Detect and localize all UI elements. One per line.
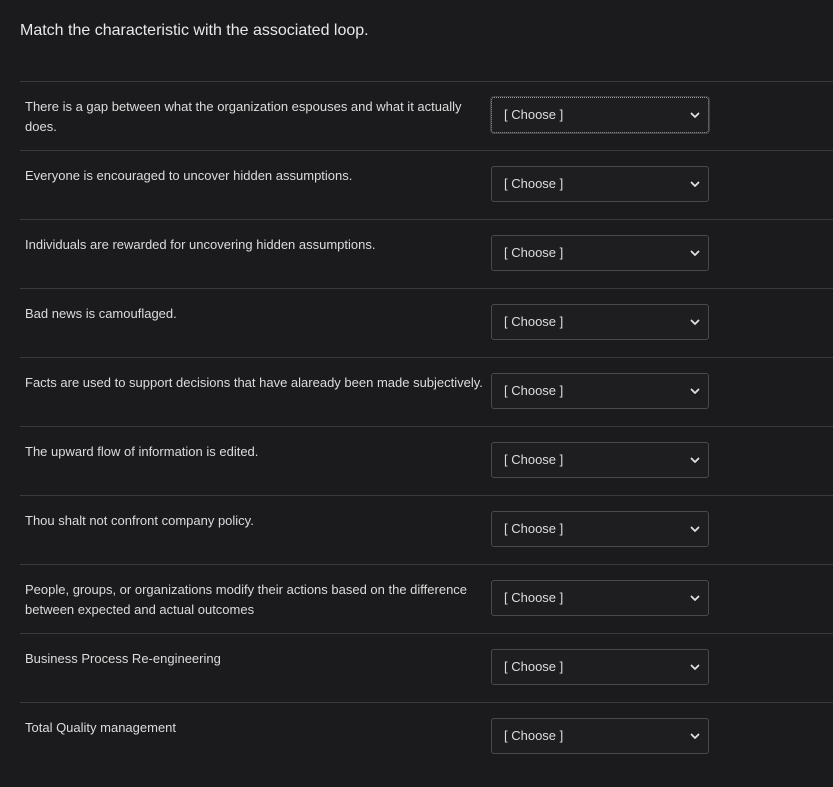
chevron-down-icon <box>688 660 702 674</box>
row-characteristic: Everyone is encouraged to uncover hidden assumptions. <box>25 168 353 183</box>
select-value: [ Choose ] <box>504 452 564 467</box>
chevron-down-icon <box>688 729 702 743</box>
matching-row <box>20 426 833 495</box>
select-value: [ Choose ] <box>504 659 564 674</box>
row-characteristic: The upward flow of information is edited. <box>25 444 259 459</box>
row-characteristic: Individuals are rewarded for uncovering hidden assumptions. <box>25 237 376 252</box>
loop-select[interactable] <box>491 235 709 271</box>
loop-select[interactable] <box>491 718 709 754</box>
matching-row <box>20 219 833 288</box>
select-value: [ Choose ] <box>504 521 564 536</box>
row-characteristic: Total Quality management <box>25 720 177 735</box>
chevron-down-icon <box>688 522 702 536</box>
select-value: [ Choose ] <box>504 176 564 191</box>
select-value: [ Choose ] <box>504 383 564 398</box>
matching-list <box>20 81 833 771</box>
matching-row <box>20 81 833 150</box>
chevron-down-icon <box>688 591 702 605</box>
matching-row <box>20 564 833 633</box>
matching-row <box>20 150 833 219</box>
row-characteristic: People, groups, or organizations modify their actions based on the difference between expected and actual outcomes <box>25 582 468 617</box>
loop-select[interactable] <box>491 442 709 478</box>
select-value: [ Choose ] <box>504 107 564 122</box>
loop-select[interactable] <box>491 373 709 409</box>
select-value: [ Choose ] <box>504 314 564 329</box>
loop-select[interactable] <box>491 649 709 685</box>
matching-row <box>20 633 833 702</box>
question-prompt: Match the characteristic with the associated loop. <box>20 22 369 39</box>
row-characteristic: There is a gap between what the organization espouses and what it actually does. <box>25 99 462 134</box>
chevron-down-icon <box>688 246 702 260</box>
loop-select[interactable] <box>491 304 709 340</box>
chevron-down-icon <box>688 177 702 191</box>
chevron-down-icon <box>688 108 702 122</box>
matching-row <box>20 288 833 357</box>
loop-select[interactable] <box>491 166 709 202</box>
loop-select[interactable] <box>491 511 709 547</box>
loop-select[interactable] <box>491 97 709 133</box>
loop-select[interactable] <box>491 580 709 616</box>
chevron-down-icon <box>688 315 702 329</box>
row-characteristic: Facts are used to support decisions that have alaready been made subjectively. <box>25 375 483 390</box>
select-value: [ Choose ] <box>504 728 564 743</box>
row-characteristic: Thou shalt not confront company policy. <box>25 513 254 528</box>
chevron-down-icon <box>688 453 702 467</box>
matching-row <box>20 702 833 771</box>
select-value: [ Choose ] <box>504 590 564 605</box>
matching-row <box>20 357 833 426</box>
chevron-down-icon <box>688 384 702 398</box>
select-value: [ Choose ] <box>504 245 564 260</box>
row-characteristic: Bad news is camouflaged. <box>25 306 177 321</box>
matching-row <box>20 495 833 564</box>
row-characteristic: Business Process Re-engineering <box>25 651 221 666</box>
